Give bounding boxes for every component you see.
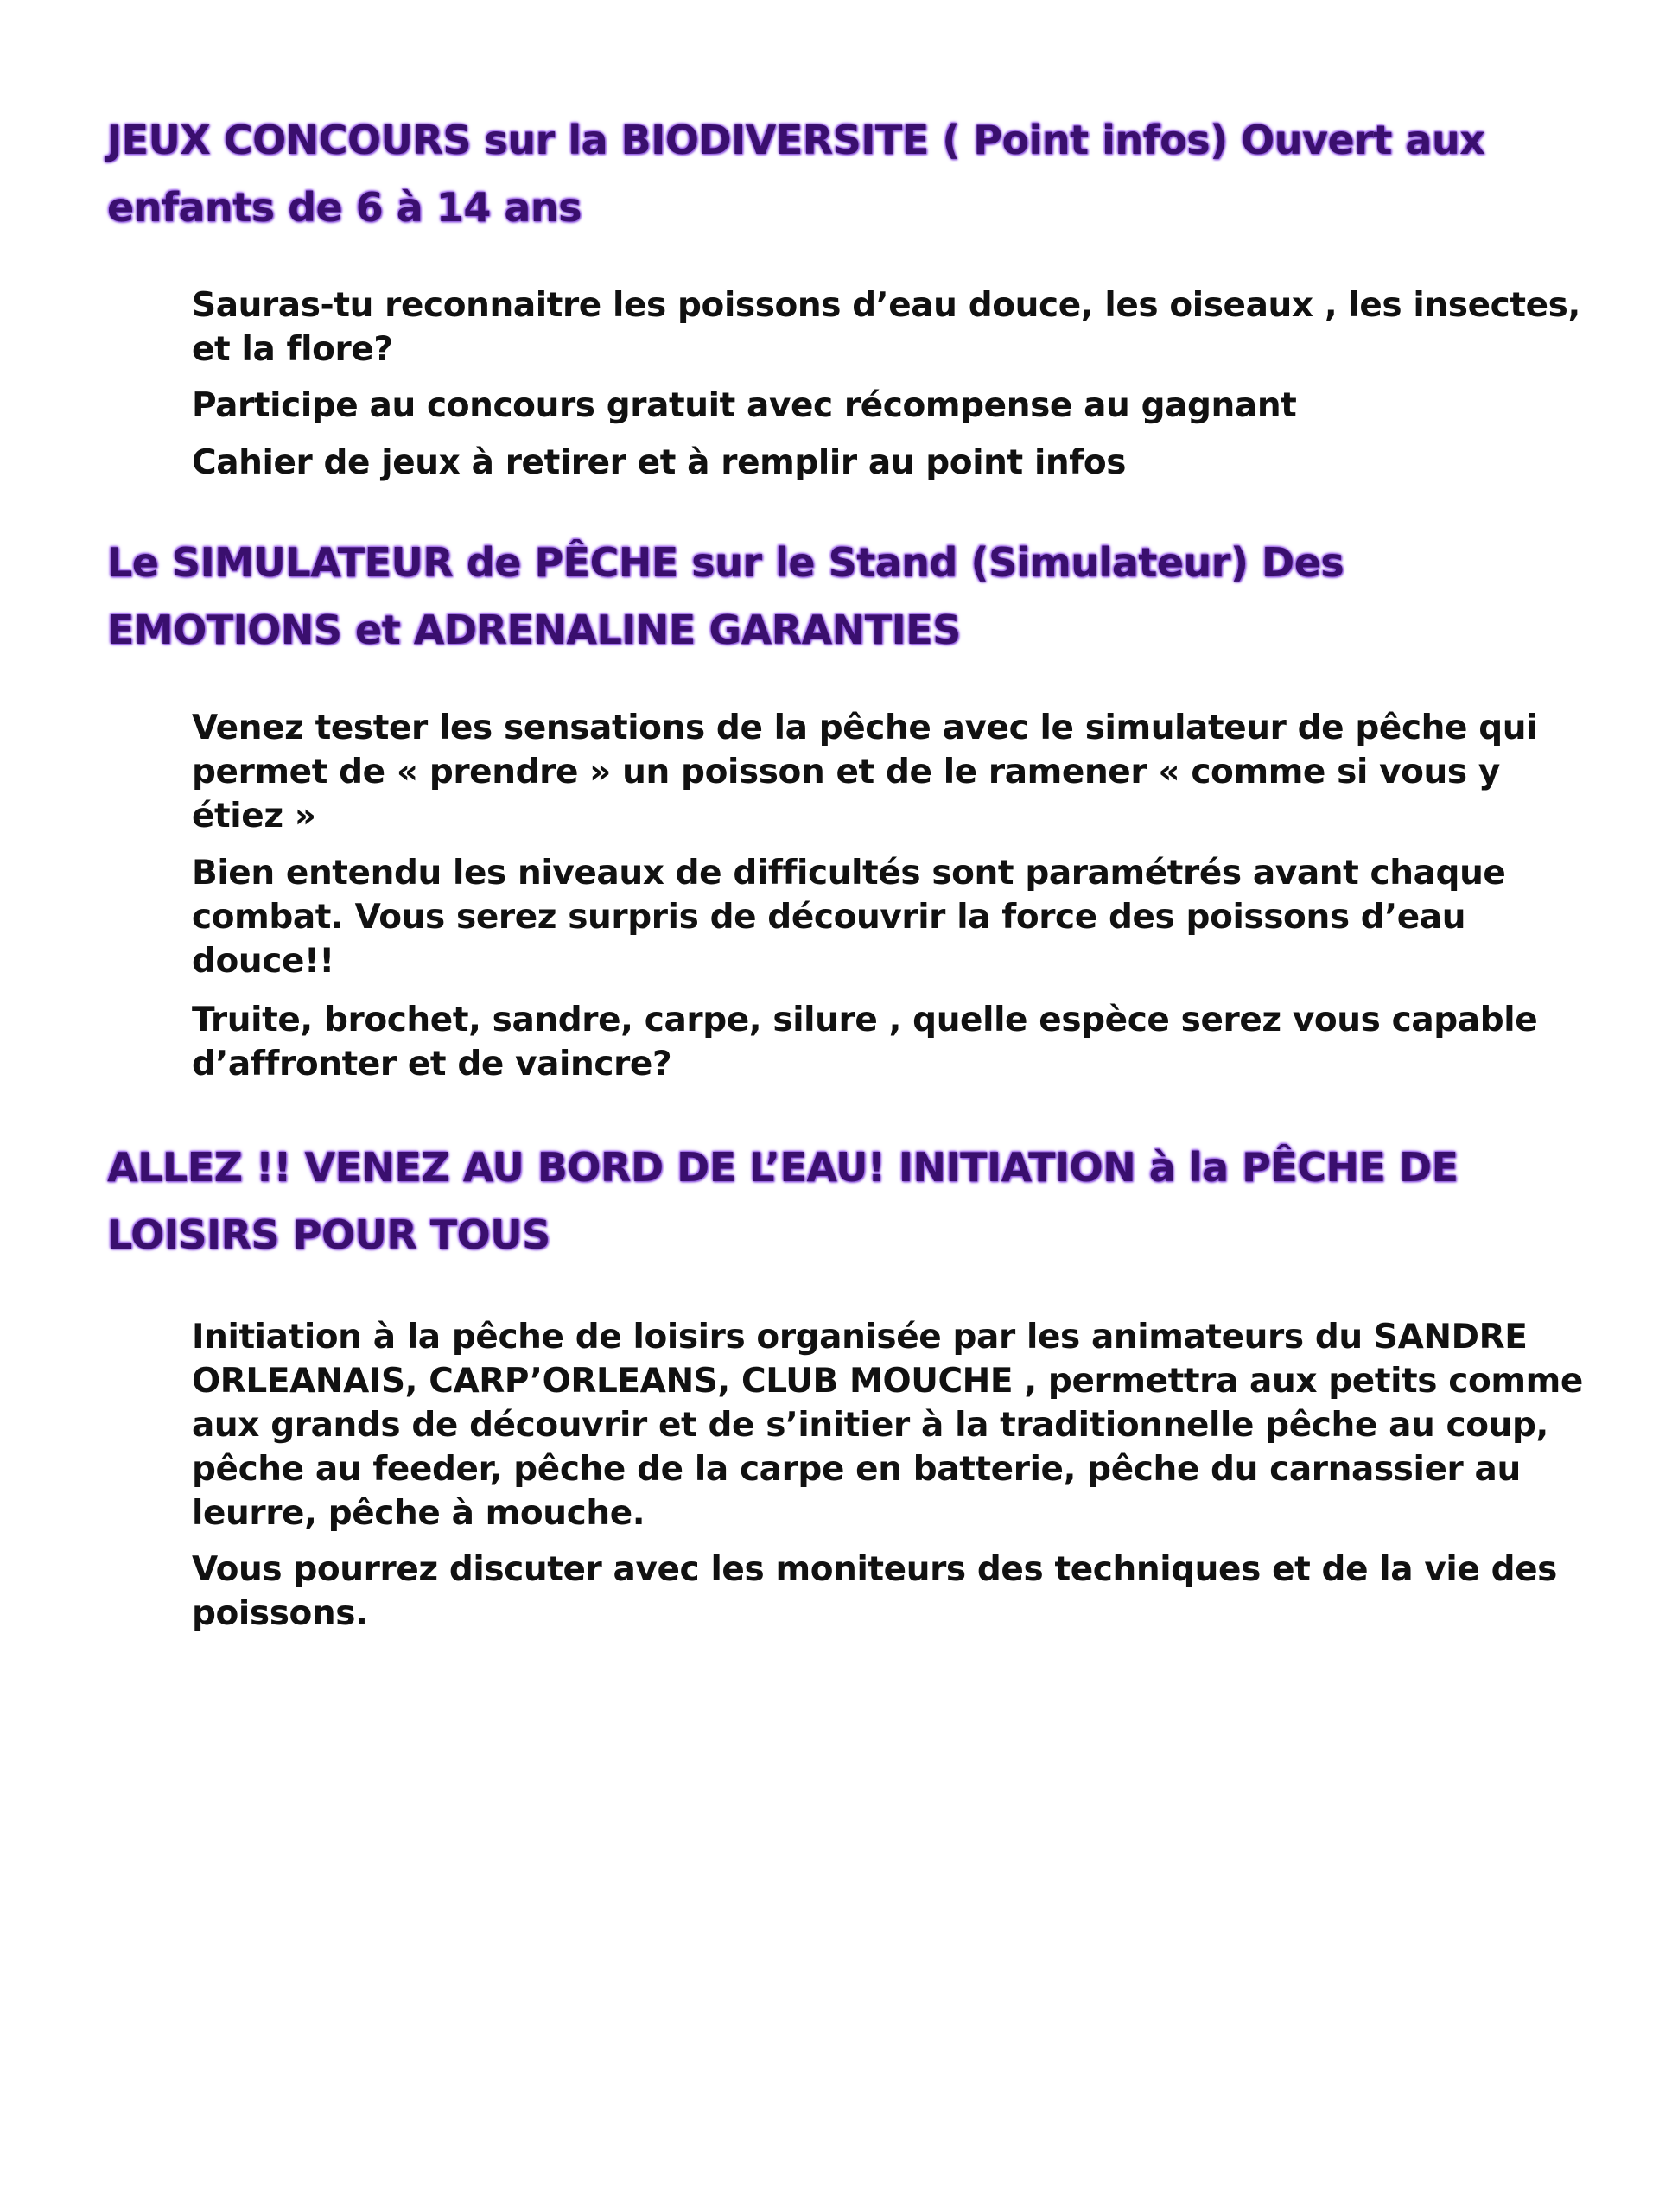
paragraph-simulateur-niveaux: Bien entendu les niveaux de difficultés sont paramétrés avant chaque combat. Vous serez surpris de découvrir la force des poissons d’eau douce!!	[192, 854, 1506, 981]
paragraph-simulateur-sensations: Venez tester les sensations de la pêche avec le simulateur de pêche qui permet de « prendre » un poisson et de le ramener « comme si vous y étiez »	[192, 709, 1538, 836]
paragraph-biodiversite-concours: Participe au concours gratuit avec récompense au gagnant	[192, 386, 1297, 425]
section-heading-initiation: ALLEZ !! VENEZ AU BORD DE L’EAU! INITIATION à la PÊCHE DE LOISIRS POUR TOUS	[107, 1144, 1459, 1258]
section-heading-biodiversite: JEUX CONCOURS sur la BIODIVERSITE ( Point infos) Ouvert aux enfants de 6 à 14 ans	[107, 117, 1485, 231]
section-heading-simulateur: Le SIMULATEUR de PÊCHE sur le Stand (Simulateur) Des EMOTIONS et ADRENALINE GARANTIES	[107, 539, 1344, 653]
paragraph-initiation-moniteurs: Vous pourrez discuter avec les moniteurs des techniques et de la vie des poissons.	[192, 1550, 1557, 1633]
paragraph-biodiversite-cahier: Cahier de jeux à retirer et à remplir au point infos	[192, 443, 1127, 482]
paragraph-initiation-details: Initiation à la pêche de loisirs organisée par les animateurs du SANDRE ORLEANAIS, CARP’ORLEANS, CLUB MOUCHE , permettra aux petits comme aux grands de découvrir et de s’initier à la traditionnelle pêche au coup, pêche au feeder, pêche de la carpe en batterie, pêche du carnassier au leurre, pêche à mouche.	[192, 1318, 1583, 1533]
paragraph-simulateur-especes: Truite, brochet, sandre, carpe, silure , quelle espèce serez vous capable d’affronter et de vaincre?	[192, 1001, 1538, 1084]
paragraph-biodiversite-question: Sauras-tu reconnaitre les poissons d’eau douce, les oiseaux , les insectes, et la flore?	[192, 286, 1580, 369]
